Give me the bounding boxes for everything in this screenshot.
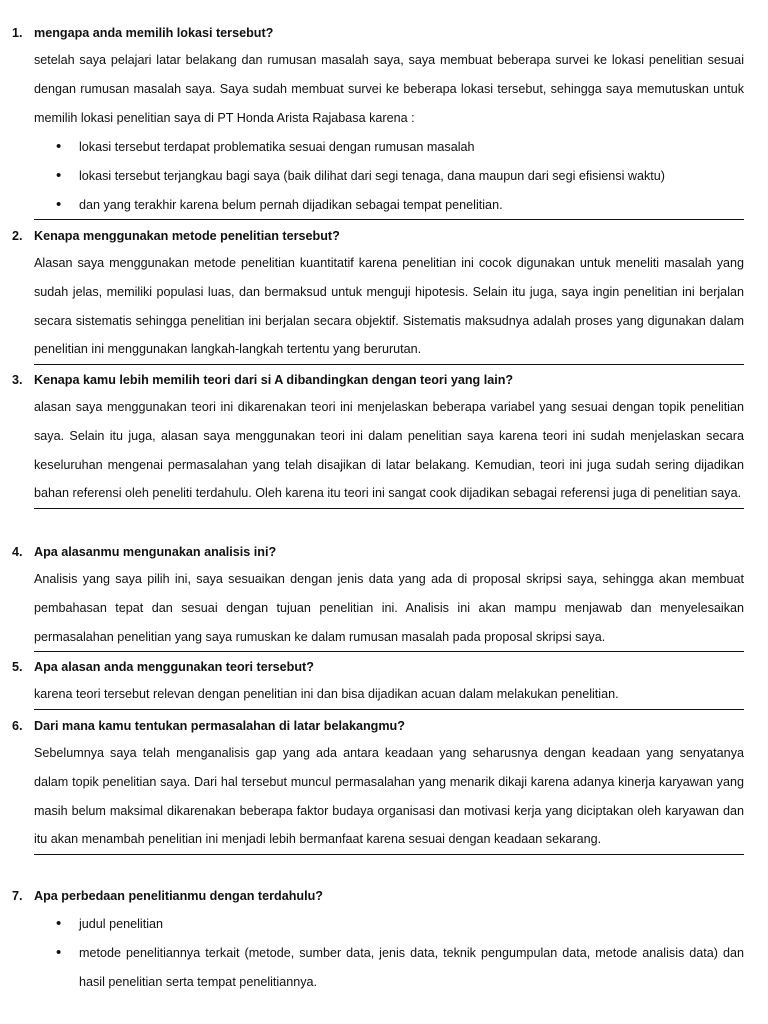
answer-5-text: karena teori tersebut relevan dengan penelitian ini dan bisa dijadikan acuan dalam melakukan penelitian. [34,680,744,710]
question-7-heading [12,887,748,905]
question-5-number: 5. [12,660,23,674]
answer-7-bullet-2: • metode penelitiannya terkait (metode, sumber data, jenis data, teknik pengumpulan data, metode analisis data) dan hasil penelitian serta tempat penelitiannya. [34,939,744,997]
answer-1-bullet-1: • lokasi tersebut terdapat problematika sesuai dengan rumusan masalah [34,133,744,162]
question-6-text: Dari mana kamu tentukan permasalahan di latar belakangmu? [34,719,405,733]
question-1-number: 1. [12,26,23,40]
answer-2-text: Alasan saya menggunakan metode penelitian kuantitatif karena penelitian ini cocok digunakan untuk meneliti masalah yang sudah jelas, memiliki populasi luas, dan bermaksud untuk menguji hipotesis. Selain itu juga, saya ingin penelitian ini berjalan secara sistematis sehingga penelitian ini berjalan secara objektif. Sistematis maksudnya adalah proses yang digunakan dalam penelitian ini menggunakan langkah-langkah tertentu yang berurutan. [34,249,744,365]
question-2-heading [12,227,748,245]
question-6-heading [12,717,748,735]
question-3-number: 3. [12,373,23,387]
answer-7-bullet-1: • judul penelitian [34,910,744,939]
question-3-heading [12,371,748,389]
question-4-text: Apa alasanmu mengunakan analisis ini? [34,545,277,559]
answer-4-text: Analisis yang saya pilih ini, saya sesuaikan dengan jenis data yang ada di proposal skripsi saya, sehingga akan membuat pembahasan tepat dan sesuai dengan tujuan penelitian ini. Analisis ini akan mampu menjawab dan menyelesaikan permasalahan penelitian yang saya rumuskan ke dalam rumusan masalah pada proposal skripsi saya. [34,565,744,652]
question-2-text: Kenapa menggunakan metode penelitian tersebut? [34,229,340,243]
answer-1-bullet-list [34,133,744,220]
question-2-number: 2. [12,229,23,243]
question-4-heading [12,543,748,561]
question-6-number: 6. [12,719,23,733]
answer-7-bullet-list [34,910,744,996]
question-4-number: 4. [12,545,23,559]
answer-1-text: setelah saya pelajari latar belakang dan rumusan masalah saya, saya membuat beberapa survei ke lokasi penelitian sesuai dengan rumusan masalah saya. Saya sudah membuat survei ke beberapa lokasi tersebut, sehingga saya memutuskan untuk memilih lokasi penelitian saya di PT Honda Arista Rajabasa karena : [34,53,744,125]
question-5-text: Apa alasan anda menggunakan teori tersebut? [34,660,314,674]
question-5-heading [12,658,748,676]
question-3-text: Kenapa kamu lebih memilih teori dari si A dibandingkan dengan teori yang lain? [34,373,514,387]
question-1-heading [12,24,748,42]
answer-1-bullet-2: • lokasi tersebut terjangkau bagi saya (baik dilihat dari segi tenaga, dana maupun dari segi efisiensi waktu) [34,162,744,191]
answer-1-bullet-3: • dan yang terakhir karena belum pernah dijadikan sebagai tempat penelitian. [34,191,744,221]
question-7-text: Apa perbedaan penelitianmu dengan terdahulu? [34,889,323,903]
question-7-number: 7. [12,889,23,903]
question-1-text: mengapa anda memilih lokasi tersebut? [34,26,274,40]
answer-3-text: alasan saya menggunakan teori ini dikarenakan teori ini menjelaskan beberapa variabel yang sesuai dengan topik penelitian saya. Selain itu juga, alasan saya menggunakan teori ini dalam penelitian saya karena teori ini sudah menjelaskan secara keseluruhan mengenai permasalahan yang telah disajikan di latar belakang. Kemudian, teori ini juga sudah sering dijadikan bahan referensi oleh peneliti terdahulu. Oleh karena itu teori ini sangat cook dijadikan sebagai referensi juga di penelitian saya. [34,393,744,509]
answer-6-text: Sebelumnya saya telah menganalisis gap yang ada antara keadaan yang seharusnya dengan keadaan yang senyatanya dalam topik penelitian saya. Dari hal tersebut muncul permasalahan yang menarik dikaji karena adanya kinerja karyawan yang masih belum maksimal dikarenakan beberapa faktor budaya organisasi dan motivasi kerja yang diciptakan oleh karyawan dan itu akan menambah penelitian ini menjadi lebih bermanfaat karena sesuai dengan keadaan sekarang. [34,739,744,855]
